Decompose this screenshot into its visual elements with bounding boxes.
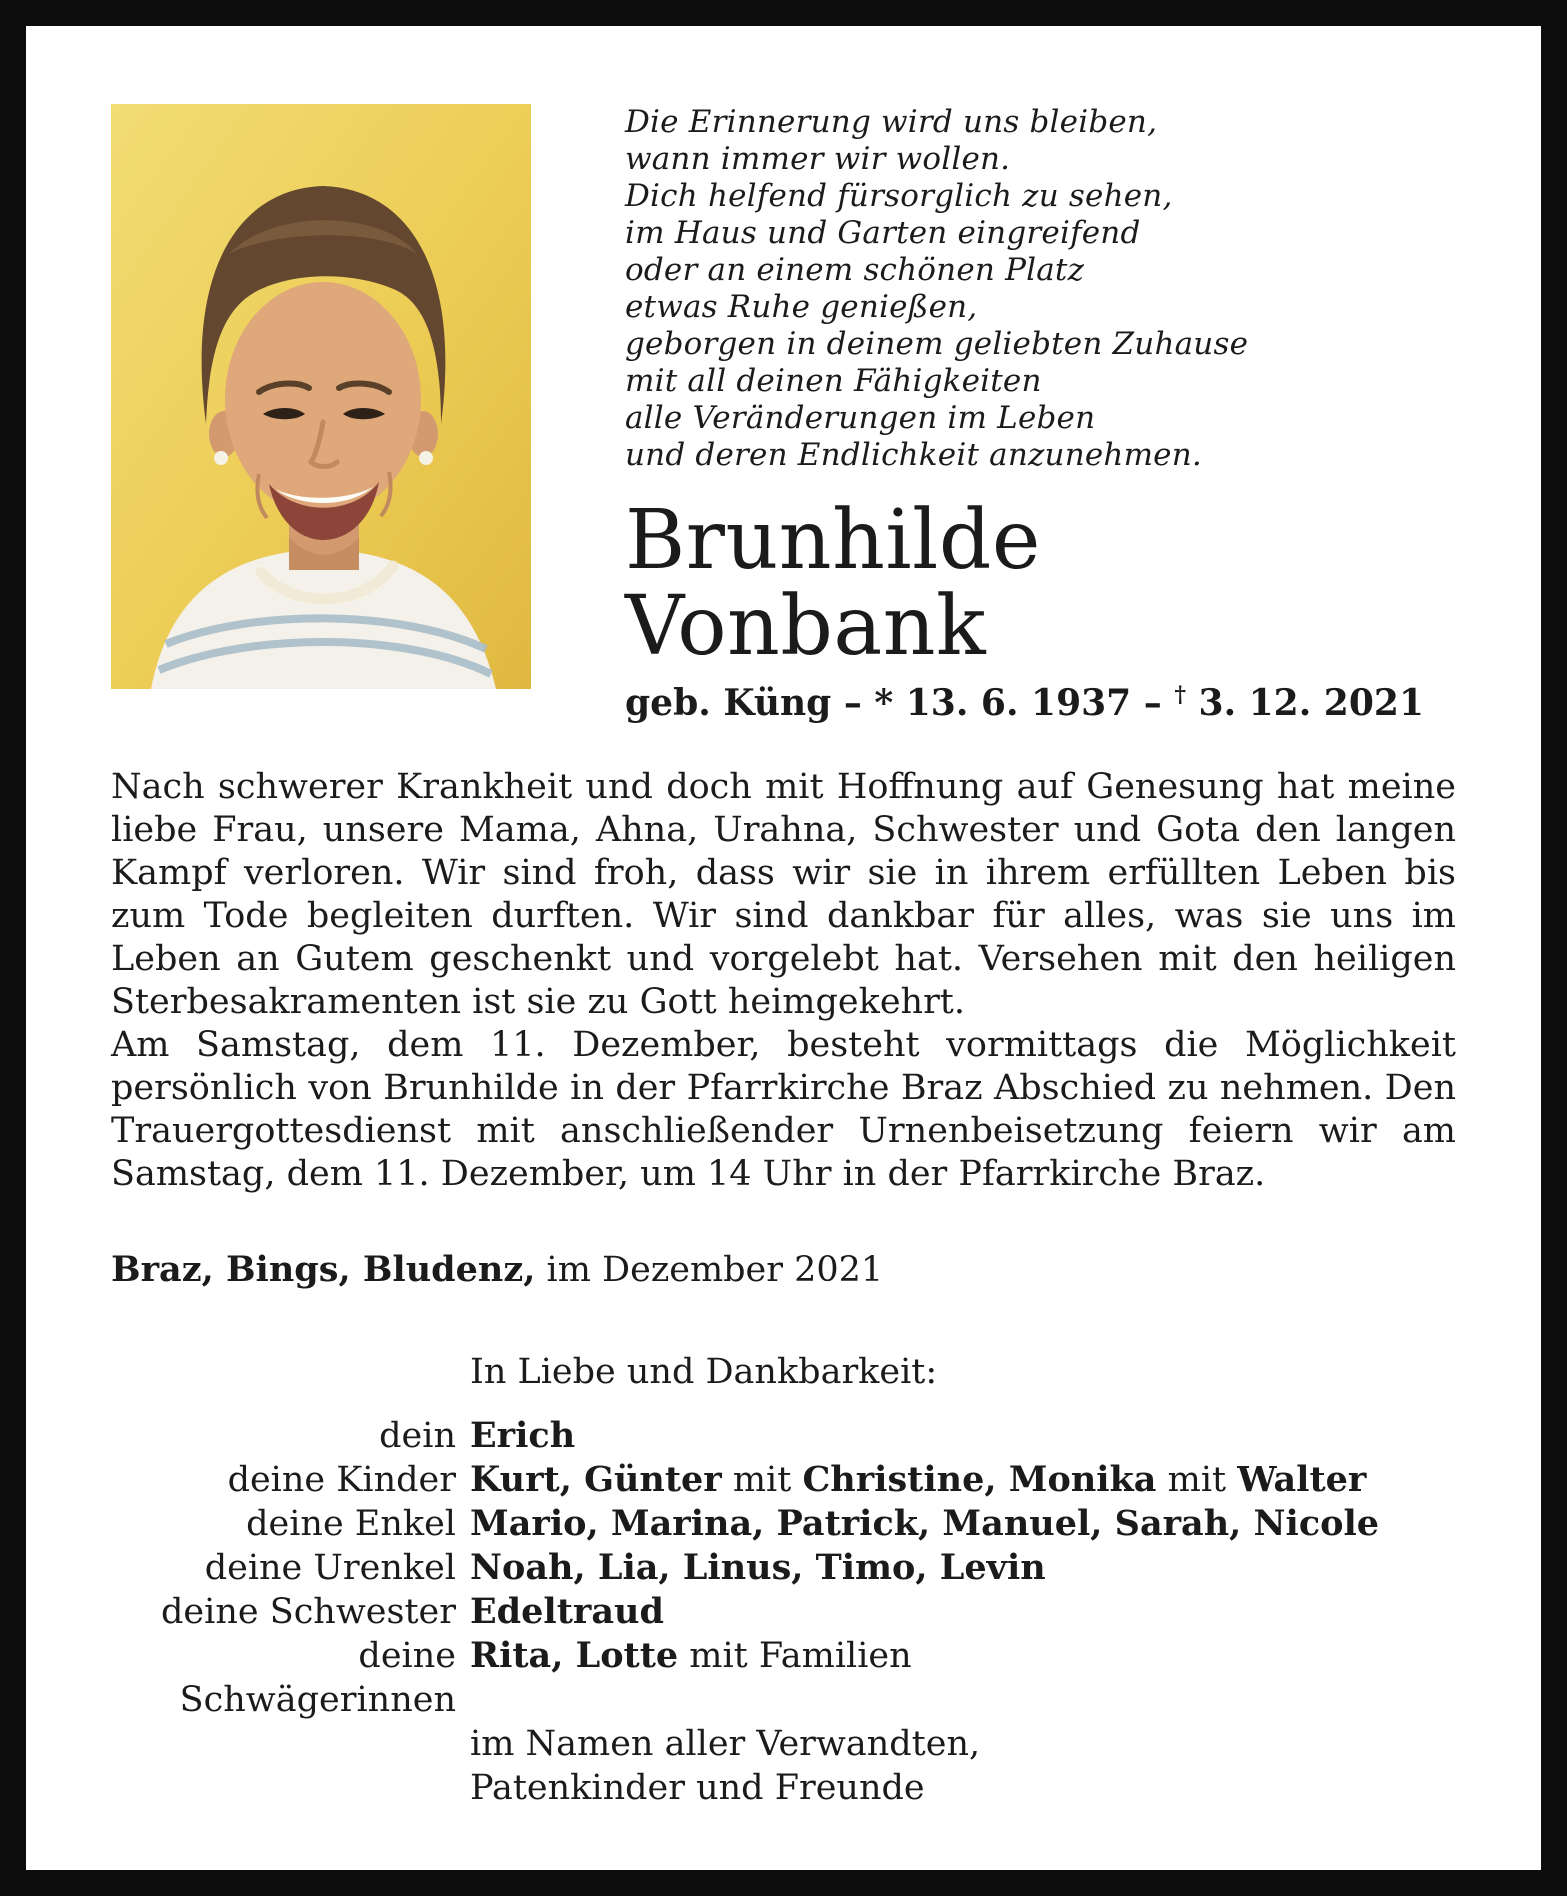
family-relation-label: deine Urenkel [204, 1548, 456, 1589]
family-name-bold: Erich [470, 1415, 576, 1457]
death-date: 3. 12. 2021 [1185, 682, 1424, 725]
birth-death-line [625, 682, 1456, 724]
family-names [470, 1458, 1456, 1502]
portrait-illustration [111, 104, 531, 689]
obituary-content [26, 26, 1541, 1870]
family-row [111, 1722, 1456, 1766]
family-name-bold: Christine, Monika [802, 1459, 1157, 1501]
poem-line: mit all deinen Fähigkeiten [625, 363, 1042, 399]
memorial-poem [625, 104, 1456, 474]
family-relation-label: deine Enkel [246, 1504, 456, 1545]
closing-heading: In Liebe und Dankbarkeit: [470, 1352, 938, 1393]
maiden-name-and-birth: geb. Küng – * 13. 6. 1937 – [625, 682, 1175, 725]
family-relation-label: deine Kinder [227, 1460, 456, 1501]
poem-line: geborgen in deinem geliebten Zuhause [625, 326, 1249, 362]
family-row [111, 1502, 1456, 1546]
family-names [470, 1502, 1456, 1546]
poem-line: im Haus und Garten eingreifend [625, 215, 1141, 251]
family-names [470, 1546, 1456, 1590]
family-plain-text: mit [1156, 1460, 1238, 1501]
poem-line: Die Erinnerung wird uns bleiben, [625, 104, 1158, 140]
family-row [111, 1546, 1456, 1590]
header-section [111, 104, 1456, 724]
family-relation-label [111, 1722, 456, 1766]
family-plain-text: im Namen aller Verwandten, [470, 1724, 981, 1765]
place-date-line [111, 1248, 1456, 1292]
poem-line: und deren Endlichkeit anzunehmen. [625, 437, 1202, 473]
place-names: Braz, Bings, Bludenz, [111, 1249, 536, 1291]
family-row [111, 1766, 1456, 1810]
poem-line: etwas Ruhe genießen, [625, 289, 978, 325]
family-name-bold: Kurt, Günter [470, 1459, 722, 1501]
family-names [470, 1722, 1456, 1766]
deceased-name [625, 493, 1456, 675]
family-name-bold: Walter [1237, 1459, 1367, 1501]
family-relation-label: deine Schwägerinnen [179, 1636, 456, 1721]
place-date: im Dezember 2021 [535, 1250, 884, 1291]
dagger-symbol: † [1174, 682, 1186, 709]
poem-line: oder an einem schönen Platz [625, 252, 1085, 288]
family-relation-label: dein [379, 1416, 456, 1457]
family-row [111, 1634, 1456, 1722]
poem-line: Dich helfend fürsorglich zu sehen, [625, 178, 1173, 214]
family-names [470, 1634, 1456, 1722]
family-relation-label [111, 1766, 456, 1810]
obituary-paragraph-1: Nach schwerer Krankheit und doch mit Hoffnung auf Genesung hat meine liebe Frau, unsere Mama, Ahna, Urahna, Schwester und Gota den langen Kampf verloren. Wir sind froh, dass wir sie in ihrem erfüllten Leben bis zum Tode begleiten durften. Wir sind dankbar für alles, was sie uns im Leben an Gutem geschenkt und vorgelebt hat. Versehen mit den heiligen Sterbesakramenten ist sie zu Gott heimgekehrt. [111, 767, 1456, 1023]
family-name-bold: Mario, Marina, Patrick, Manuel, Sarah, Nicole [470, 1503, 1380, 1545]
family-plain-text: mit [721, 1460, 803, 1501]
header-text-column [625, 104, 1456, 724]
deceased-first-name: Brunhilde [625, 493, 1041, 588]
poem-line: wann immer wir wollen. [625, 141, 1011, 177]
family-name-bold: Edeltraud [470, 1591, 664, 1633]
family-names [470, 1766, 1456, 1810]
family-name-bold: Noah, Lia, Linus, Timo, Levin [470, 1547, 1046, 1589]
portrait-photo [111, 104, 531, 689]
family-name-bold: Rita, Lotte [470, 1635, 679, 1677]
poem-line: alle Veränderungen im Leben [625, 400, 1096, 436]
family-names [470, 1590, 1456, 1634]
family-plain-text: mit Familien [678, 1636, 912, 1677]
closing-section [111, 1350, 1456, 1810]
deceased-last-name: Vonbank [625, 579, 987, 675]
family-row [111, 1590, 1456, 1634]
family-row [111, 1458, 1456, 1502]
family-plain-text: Patenkinder und Freunde [470, 1768, 925, 1809]
obituary-paragraph-2: Am Samstag, dem 11. Dezember, besteht vormittags die Möglichkeit persönlich von Brunhilde in der Pfarrkirche Braz Abschied zu nehmen. Den Trauergottesdienst mit anschließender Urnenbeisetzung feiern wir am Samstag, dem 11. Dezember, um 14 Uhr in der Pfarrkirche Braz. [111, 1025, 1456, 1195]
family-relation-label: deine Schwester [161, 1592, 456, 1633]
family-names [470, 1414, 1456, 1458]
family-row [111, 1414, 1456, 1458]
